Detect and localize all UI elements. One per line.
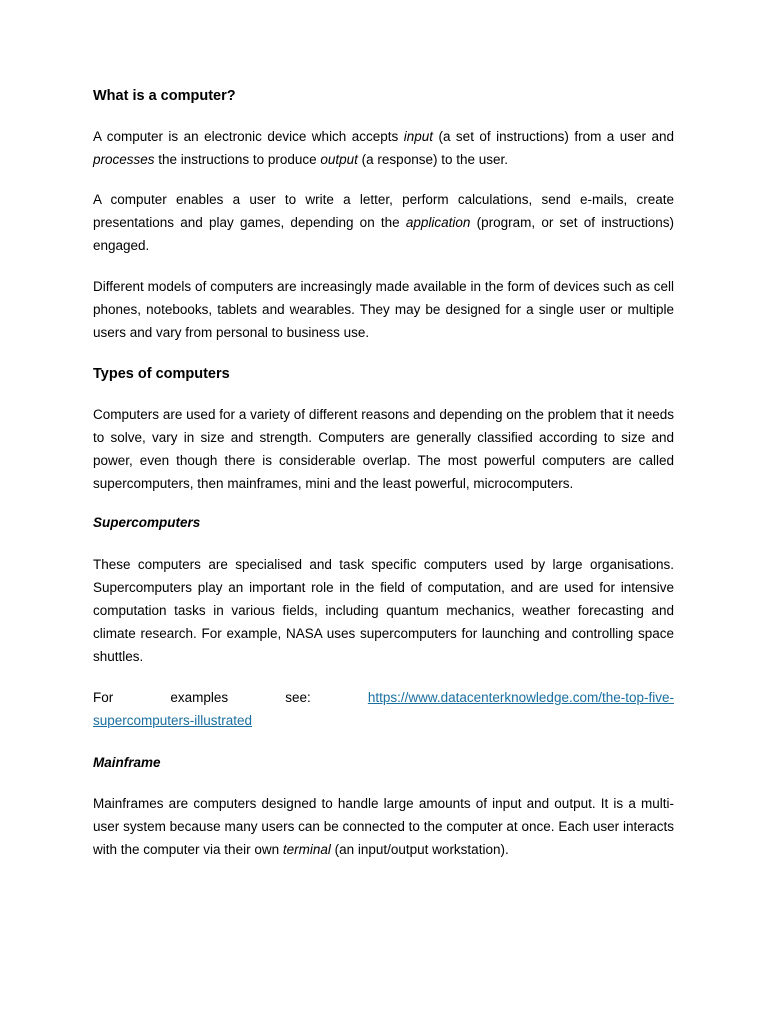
examples-row-2 [93, 709, 674, 732]
p1-term-input: input [403, 129, 434, 144]
paragraph-mainframe [93, 792, 674, 861]
heading-what-is-a-computer: What is a computer? [93, 88, 236, 104]
p6-text-c: (an input/output workstation). [330, 842, 509, 857]
p1-text-e: the instructions to produce [154, 152, 321, 167]
examples-link-line1[interactable]: https://www.datacenterknowledge.com/the-top-five- [367, 690, 674, 705]
p2-text-c: (program, or set of instructions) engaged. [93, 215, 674, 253]
paragraph-models: Different models of computers are increasingly made available in the form of devices such as cell phones, notebooks, tablets and wearables. They may be designed for a single user or multiple users and vary from personal to business use. [93, 279, 674, 340]
p1-term-output: output [320, 152, 358, 167]
paragraph-uses [93, 188, 674, 257]
p6-term-terminal: terminal [282, 842, 331, 857]
examples-row [93, 686, 674, 709]
p1-term-processes: processes [93, 152, 155, 167]
examples-paragraph [93, 686, 674, 732]
p6-text-a: Mainframes are computers designed to handle large amounts of input and output. It is a multi-user system because many users can be connected to the computer at once. Each user interacts with the computer via their own [93, 796, 674, 857]
heading-mainframe: Mainframe [93, 755, 161, 770]
p2-text-a: A computer enables a user to write a letter, perform calculations, send e-mails, create presentations and play games, depending on the [93, 192, 674, 230]
paragraph-definition [93, 125, 674, 171]
examples-word-examples: examples [170, 690, 229, 705]
heading-types-of-computers: Types of computers [93, 366, 230, 382]
p1-text-a: A computer is an electronic device which accepts [93, 129, 404, 144]
heading-supercomputers: Supercomputers [93, 515, 201, 530]
p2-term-application: application [405, 215, 471, 230]
examples-word-for: For [93, 690, 114, 705]
paragraph-supercomputers: These computers are specialised and task specific computers used by large organisations. Supercomputers play an important role in the field of computation, and are used for intensive computation tasks in various fields, including quantum mechanics, weather forecasting and climate research. For example, NASA uses supercomputers for launching and controlling space shuttles. [93, 557, 674, 664]
paragraph-types: Computers are used for a variety of different reasons and depending on the problem that it needs to solve, vary in size and strength. Computers are generally classified according to size and power, even though there is considerable overlap. The most powerful computers are called supercomputers, then mainframes, mini and the least powerful, microcomputers. [93, 407, 674, 491]
examples-link-line2[interactable]: supercomputers-illustrated [93, 713, 253, 728]
p1-text-c: (a set of instructions) from a user and [433, 129, 674, 144]
p1-text-g: (a response) to the user. [357, 152, 509, 167]
examples-word-see: see: [285, 690, 311, 705]
